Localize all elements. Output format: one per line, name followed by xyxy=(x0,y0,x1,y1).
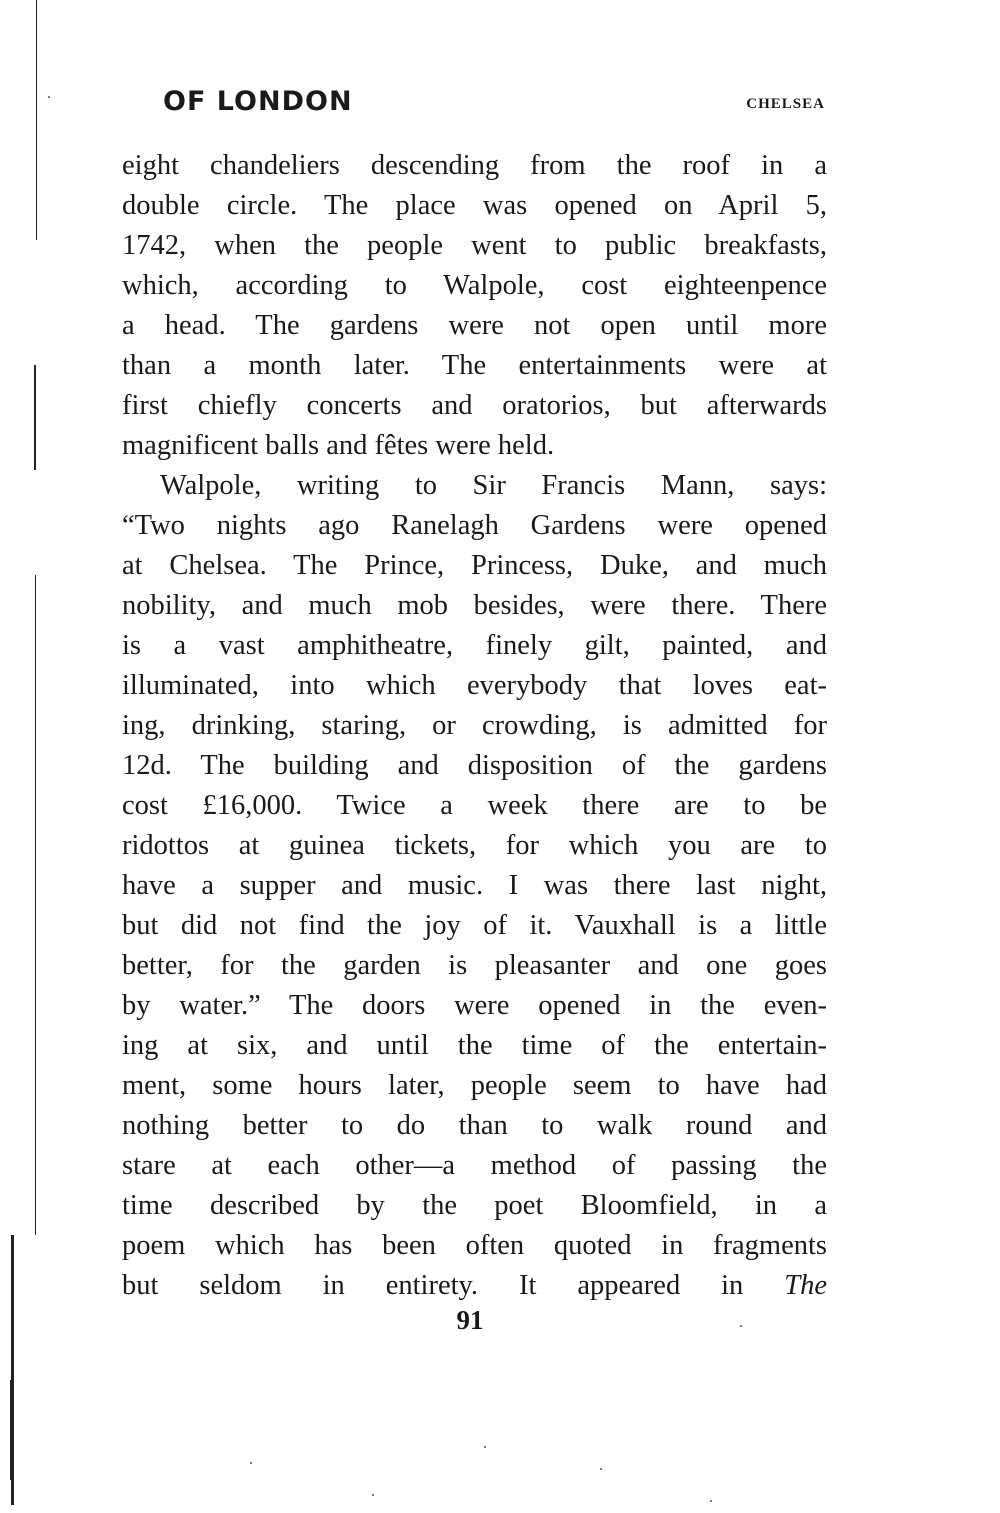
running-header xyxy=(163,86,825,126)
text-line: ridottos at guinea tickets, for which you are to xyxy=(122,830,827,861)
text-line: 12d. The building and disposition of the gardens xyxy=(122,750,827,781)
scan-speck xyxy=(250,1462,252,1464)
scan-edge-mark xyxy=(34,365,36,470)
text-line: better, for the garden is pleasanter and one goes xyxy=(122,950,827,981)
text-line: have a supper and music. I was there last night, xyxy=(122,870,827,901)
text-line: ing, drinking, staring, or crowding, is admitted for xyxy=(122,710,827,741)
scan-speck xyxy=(710,1500,712,1502)
scan-edge-mark xyxy=(36,0,37,240)
text-line: time described by the poet Bloomfield, in a xyxy=(122,1190,827,1221)
text-line: by water.” The doors were opened in the even- xyxy=(122,990,827,1021)
text-line-final-roman: but seldom in entirety. It appeared in xyxy=(122,1270,744,1301)
text-line: cost £16,000. Twice a week there are to be xyxy=(122,790,827,821)
text-line: ing at six, and until the time of the entertain- xyxy=(122,1030,827,1061)
text-line: Walpole, writing to Sir Francis Mann, says: xyxy=(160,470,827,501)
text-line: a head. The gardens were not open until more xyxy=(122,310,827,341)
text-line: than a month later. The entertainments were at xyxy=(122,350,827,381)
page-number: 91 xyxy=(456,1305,484,1335)
scan-speck xyxy=(48,96,50,98)
text-line: “Two nights ago Ranelagh Gardens were opened xyxy=(122,510,827,541)
text-line: magnificent balls and fêtes were held. xyxy=(122,430,555,461)
text-line: nobility, and much mob besides, were there. There xyxy=(122,590,827,621)
scan-edge-mark xyxy=(10,1380,14,1480)
text-line: is a vast amphitheatre, finely gilt, painted, and xyxy=(122,630,827,661)
text-line: illuminated, into which everybody that loves eat- xyxy=(122,670,827,701)
scan-speck xyxy=(372,1494,374,1496)
text-line: double circle. The place was opened on April 5, xyxy=(122,190,827,221)
text-line: which, according to Walpole, cost eighteenpence xyxy=(122,270,827,301)
text-line: 1742, when the people went to public breakfasts, xyxy=(122,230,827,261)
scan-speck xyxy=(600,1468,602,1470)
text-line: stare at each other—a method of passing the xyxy=(122,1150,827,1181)
text-line-final xyxy=(122,1266,827,1306)
text-line: but did not find the joy of it. Vauxhall is a little xyxy=(122,910,827,941)
text-line: nothing better to do than to walk round and xyxy=(122,1110,827,1141)
text-line: at Chelsea. The Prince, Princess, Duke, and much xyxy=(122,550,827,581)
body-text xyxy=(122,146,827,1306)
scan-speck xyxy=(484,1446,486,1448)
scan-speck xyxy=(740,1325,742,1327)
header-title: OF LONDON xyxy=(163,86,353,117)
text-line: eight chandeliers descending from the roof in a xyxy=(122,150,827,181)
italic-title-word: The xyxy=(784,1270,828,1301)
text-line: poem which has been often quoted in fragments xyxy=(122,1230,827,1261)
text-line: first chiefly concerts and oratorios, but afterwards xyxy=(122,390,827,421)
scan-edge-mark xyxy=(35,575,36,1235)
text-line: ment, some hours later, people seem to have had xyxy=(122,1070,827,1101)
header-section: CHELSEA xyxy=(746,96,825,112)
